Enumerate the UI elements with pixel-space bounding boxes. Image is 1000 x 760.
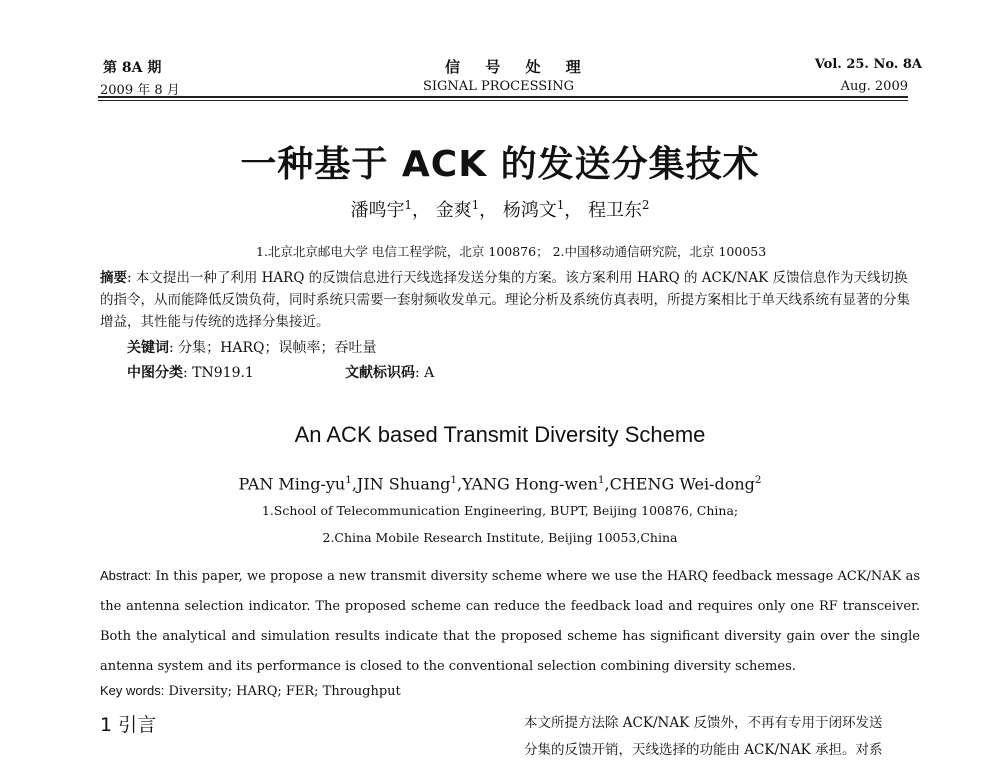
affiliation-en-1: 1.School of Telecommunication Engineering, BUPT, Beijing 100876, China; [261, 503, 739, 518]
abstract-text-cn: : 本文提出一种了利用 HARQ 的反馈信息进行天线选择发送分集的方案。该方案利用 HARQ 的 ACK/NAK 反馈信息作为天线切换的指令，从而能降低反馈负荷，同时系统只需要一套射频收发单元。理论分析及系统仿真表明，所提方案相比于单天线系统有显著的分集增益，其性能与传统的选择分集接近。 [100, 270, 910, 330]
abstract-en [100, 561, 920, 682]
author-cn: 潘鸣宇$^1$ [350, 198, 412, 221]
abstract-cn [100, 267, 920, 333]
issue-date-cn: 2009 年 8 月 [100, 83, 180, 98]
issue-number: 第 8A 期 [103, 60, 162, 76]
author-cn: 金爽$^1$ [435, 198, 480, 221]
author-cn: 程卫东$^2$ [588, 198, 650, 221]
abstract-text-en: In this paper, we propose a new transmit diversity scheme where we use the HARQ feedback message ACK/NAK as the antenna selection indicator. The proposed scheme can reduce the feedback load and requires only one RF transceiver. Both the analytical and simulation results indicate that the proposed scheme has significant diversity gain over the single antenna system and its performance is closed to the conventional selection combining diversity schemes. [100, 569, 920, 674]
body-text-line: 分集的反馈开销，天线选择的功能由 ACK/NAK 承担。对系 [524, 742, 883, 758]
classification-number: 中图分类: TN919.1 [127, 365, 254, 381]
keywords-en: Key words: Diversity; HARQ; FER; Throughput [100, 683, 401, 699]
paper-title-en: An ACK based Transmit Diversity Scheme [294, 422, 706, 447]
author-cn: 杨鸿文$^1$ [502, 198, 565, 221]
abstract-label-en: Abstract: [100, 568, 152, 583]
affiliation-en-2: 2.China Mobile Research Institute, Beijing 10053,China [322, 530, 678, 545]
issue-date-en: Aug. 2009 [840, 79, 908, 94]
volume-number: Vol. 25. No. 8A [814, 57, 922, 72]
affiliation-cn: 1.北京北京邮电大学 电信工程学院，北京 100876； 2.中国移动通信研究院，北京 100053 [256, 244, 767, 259]
journal-name-cn: 信 号 处 理 [445, 58, 591, 76]
authors-en: PAN Ming-$yu^1,JIN$ Shuang$^1$,YANG Hong-wen$^1$,CHENG Wei-dong$^2$ [238, 474, 762, 494]
authors-cn: 潘鸣宇$^1$， 金爽$^1$， 杨鸿文$^1$， 程卫东$^2$ [350, 198, 650, 221]
body-text-line: 本文所提方法除 ACK/NAK 反馈外，不再有专用于闭环发送 [524, 715, 883, 731]
document-code: 文献标识码: A [345, 365, 435, 381]
paper-title-cn: 一种基于 ACK 的发送分集技术 [240, 144, 760, 185]
section-heading: 1 引言 [100, 714, 157, 736]
header-rule [98, 96, 908, 98]
journal-name-en: SIGNAL PROCESSING [423, 79, 575, 94]
header-rule-thin [98, 100, 908, 101]
keywords-cn: 关键词: 分集；HARQ；误帧率；吞吐量 [127, 340, 377, 356]
abstract-label-cn: 摘要 [100, 270, 127, 286]
